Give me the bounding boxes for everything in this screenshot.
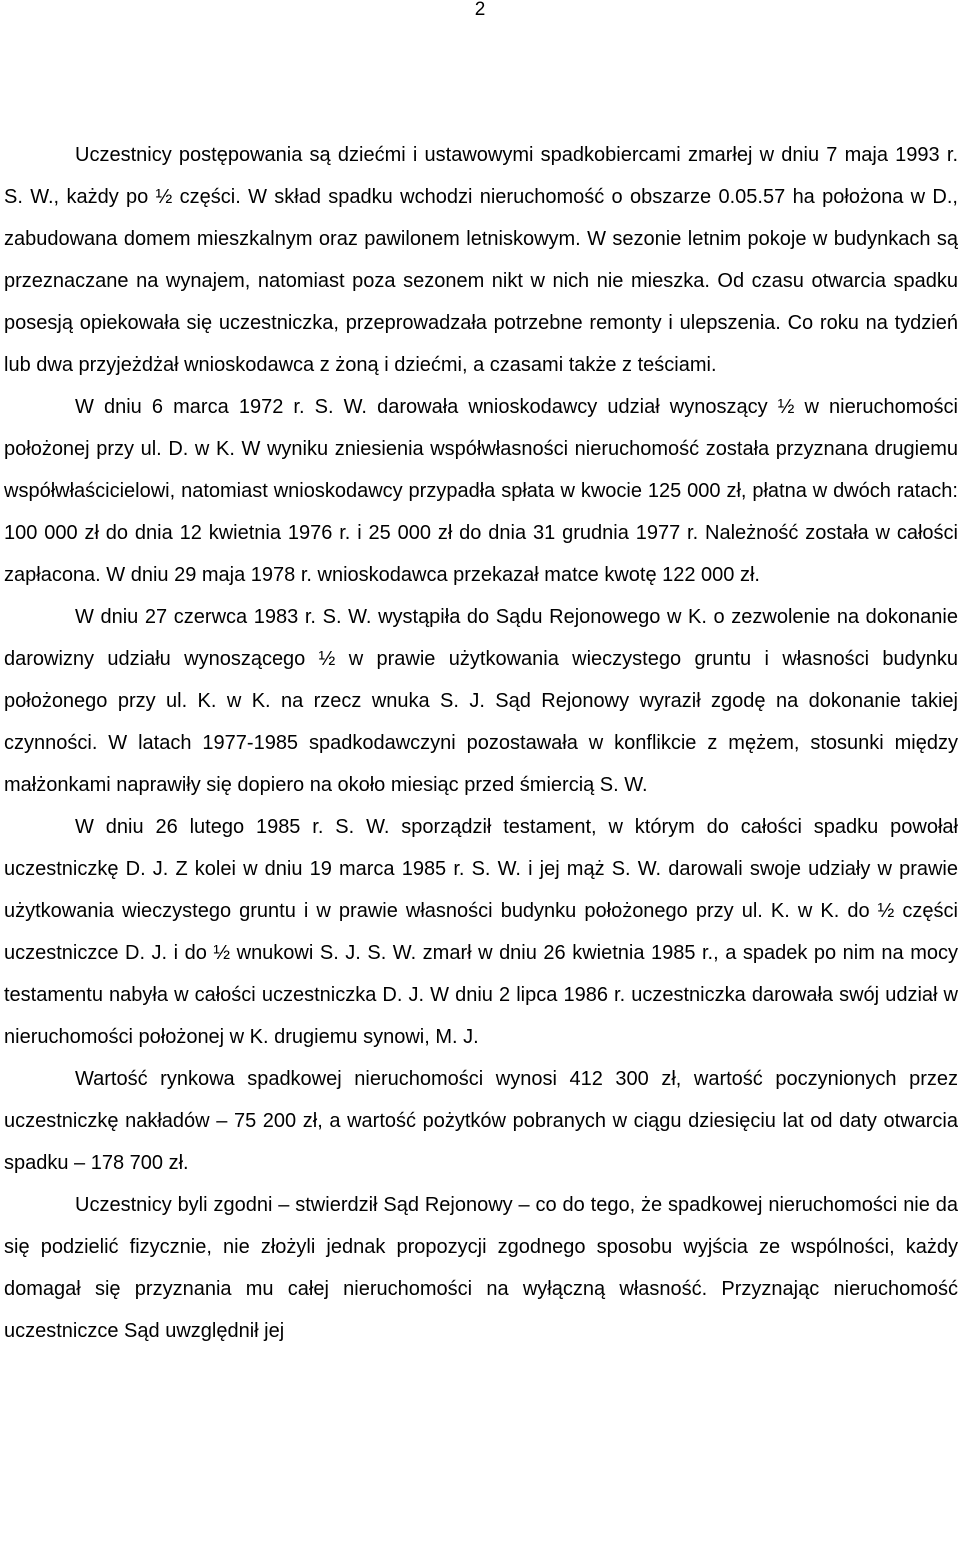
paragraph-6: Uczestnicy byli zgodni – stwierdził Sąd Rejonowy – co do tego, że spadkowej nieruchomości nie da się podzielić fizycznie, nie złożyli jednak propozycji zgodnego sposobu wyjścia ze wspólności, każdy domagał się przyznania mu całej nieruchomości na wyłączną własność. Przyznając nieruchomość uczestniczce Sąd uwzględnił jej: [4, 1194, 958, 1342]
paragraph-2: W dniu 6 marca 1972 r. S. W. darowała wnioskodawcy udział wynoszący ½ w nieruchomości położonej przy ul. D. w K. W wyniku zniesienia współwłasności nieruchomość została przyznana drugiemu współwłaścicielowi, natomiast wnioskodawcy przypadła spłata w kwocie 125 000 zł, płatna w dwóch ratach: 100 000 zł do dnia 12 kwietnia 1976 r. i 25 000 zł do dnia 31 grudnia 1977 r. Należność została w całości zapłacona. W dniu 29 maja 1978 r. wnioskodawca przekazał matce kwotę 122 000 zł.: [4, 396, 958, 586]
paragraph-5: Wartość rynkowa spadkowej nieruchomości wynosi 412 300 zł, wartość poczynionych przez uczestniczkę nakładów – 75 200 zł, a wartość pożytków pobranych w ciągu dziesięciu lat od daty otwarcia spadku – 178 700 zł.: [4, 1068, 958, 1174]
paragraph-4: W dniu 26 lutego 1985 r. S. W. sporządził testament, w którym do całości spadku powołał uczestniczkę D. J. Z kolei w dniu 19 marca 1985 r. S. W. i jej mąż S. W. darowali swoje udziały w prawie użytkowania wieczystego gruntu i w prawie własności budynku położonego przy ul. K. w K. do ½ części uczestniczce D. J. i do ½ wnukowi S. J. S. W. zmarł w dniu 26 kwietnia 1985 r., a spadek po nim na mocy testamentu nabyła w całości uczestniczka D. J. W dniu 2 lipca 1986 r. uczestniczka darowała swój udział w nieruchomości położonej w K. drugiemu synowi, M. J.: [4, 816, 958, 1048]
paragraph-3: W dniu 27 czerwca 1983 r. S. W. wystąpiła do Sądu Rejonowego w K. o zezwolenie na dokonanie darowizny udziału wynoszącego ½ w prawie użytkowania wieczystego gruntu i własności budynku położonego przy ul. K. w K. na rzecz wnuka S. J. Sąd Rejonowy wyraził zgodę na dokonanie takiej czynności. W latach 1977-1985 spadkodawczyni pozostawała w konflikcie z mężem, stosunki między małżonkami naprawiły się dopiero na około miesiąc przed śmiercią S. W.: [4, 606, 958, 796]
paragraph-1: Uczestnicy postępowania są dziećmi i ustawowymi spadkobiercami zmarłej w dniu 7 maja 1993 r. S. W., każdy po ½ części. W skład spadku wchodzi nieruchomość o obszarze 0.05.57 ha położona w D., zabudowana domem mieszkalnym oraz pawilonem letniskowym. W sezonie letnim pokoje w budynkach są przeznaczane na wynajem, natomiast poza sezonem nikt w nich nie mieszka. Od czasu otwarcia spadku posesją opiekowała się uczestniczka, przeprowadzała potrzebne remonty i ulepszenia. Co roku na tydzień lub dwa przyjeżdżał wnioskodawca z żoną i dziećmi, a czasami także z teściami.: [4, 144, 958, 376]
page-number: 2: [474, 0, 486, 20]
document-body: [4, 134, 958, 1352]
